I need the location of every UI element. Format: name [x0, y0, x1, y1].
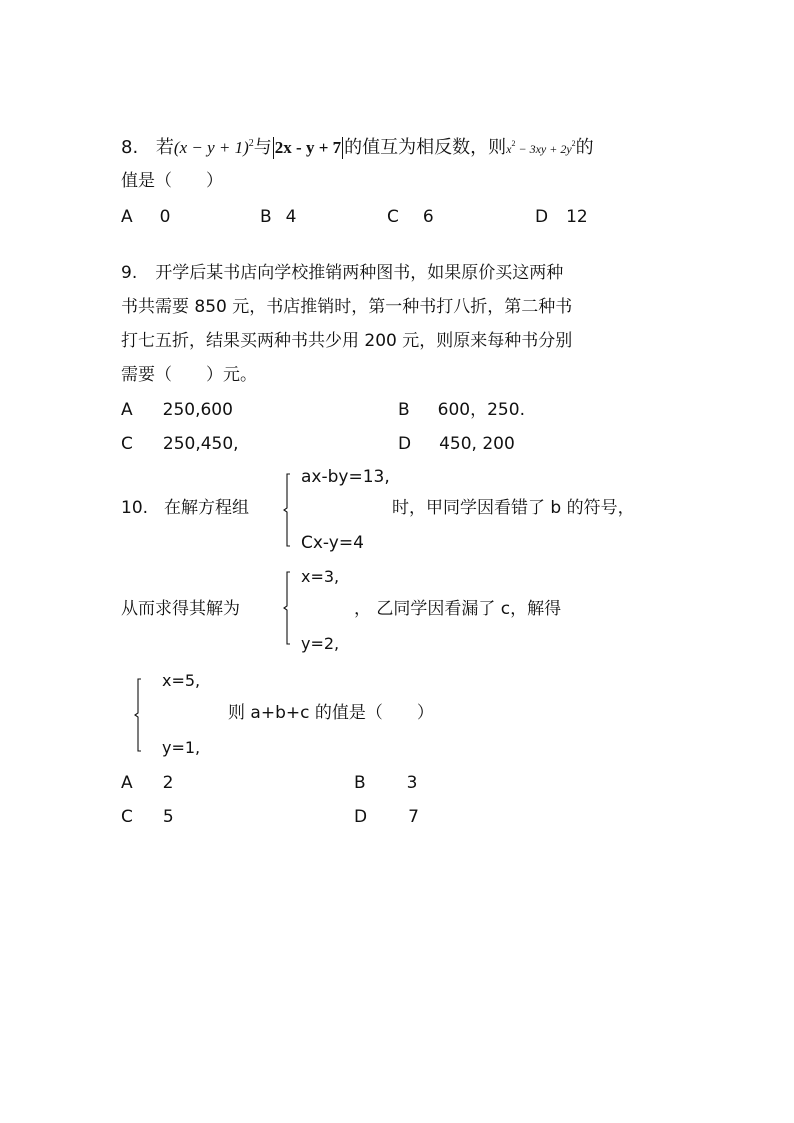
- system-brace-1: [280, 472, 292, 548]
- q10-line1-prefix: 10. 在解方程组: [121, 498, 250, 518]
- system-eq-1: ax-by=13,: [301, 467, 390, 487]
- q8-option-d[interactable]: D 12: [535, 207, 588, 227]
- q10-option-c[interactable]: C 5: [121, 807, 174, 827]
- q8-option-a[interactable]: A 0: [121, 207, 171, 227]
- q8-expr1: (x − y + 1): [173, 138, 249, 157]
- q10-line2-prefix: 从而求得其解为: [121, 599, 240, 619]
- q8-line1: 8. 若$(x - y + 1)^2$与 2x - y + 7 的值互为相反数，则$x^2 - 3xy + 2y^2$的: [121, 137, 594, 158]
- q10-option-d[interactable]: D 7: [354, 807, 419, 827]
- q10-line1-suffix: 时，甲同学因看错了 b 的符号，: [392, 498, 635, 518]
- q8-number: 8.: [121, 137, 139, 158]
- q8-option-b[interactable]: B 4: [260, 207, 297, 227]
- system-eq-2: Cx-y=4: [301, 533, 364, 553]
- solution-1-y: y=2,: [301, 634, 340, 653]
- q10-number: 10.: [121, 498, 149, 518]
- q10-line2-suffix: ， 乙同学因看漏了 c，解得: [354, 599, 562, 619]
- solution-brace-1: [280, 570, 292, 646]
- q8-option-c[interactable]: C 6: [387, 207, 434, 227]
- q8-expr2: 2x - y + 7: [274, 138, 342, 157]
- q9-option-a[interactable]: A 250,600: [121, 400, 233, 420]
- solution-brace-2: [131, 677, 143, 753]
- solution-1-x: x=3,: [301, 567, 340, 586]
- solution-2-y: y=1,: [162, 738, 201, 757]
- q8-line2: 值是（ ）: [121, 171, 223, 191]
- q9-line2: 书共需要 850 元，书店推销时，第一种书打八折，第二种书: [121, 297, 573, 317]
- q10-question: 则 a+b+c 的值是（ ）: [228, 703, 434, 723]
- solution-2-x: x=5,: [162, 671, 201, 690]
- q10-option-b[interactable]: B 3: [354, 773, 418, 793]
- q9-option-c[interactable]: C 250,450,: [121, 434, 239, 454]
- q9-option-b[interactable]: B 600，250.: [398, 400, 525, 420]
- q9-line1: 9. 开学后某书店向学校推销两种图书，如果原价买这两种: [121, 263, 564, 283]
- q9-option-d[interactable]: D 450, 200: [398, 434, 515, 454]
- q9-number: 9.: [121, 263, 138, 283]
- q10-option-a[interactable]: A 2: [121, 773, 174, 793]
- q9-line3: 打七五折，结果买两种书共少用 200 元，则原来每种书分别: [121, 331, 573, 351]
- q9-line4: 需要（ ）元。: [121, 365, 257, 385]
